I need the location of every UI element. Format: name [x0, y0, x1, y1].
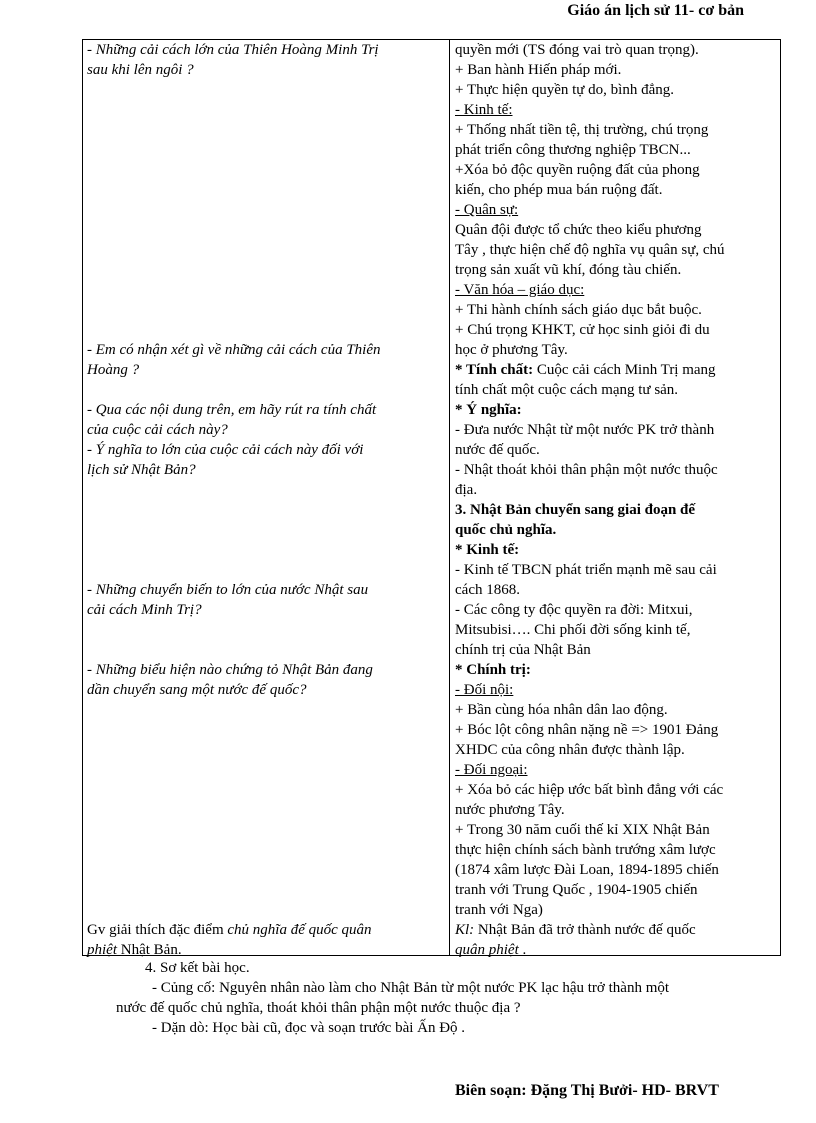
- question-2: - Em có nhận xét gì về những cải cách của Thiên Hoàng ?: [87, 342, 381, 378]
- politics-heading: * Chính trị:: [455, 662, 531, 678]
- conclusion-line: quân phiệt .: [455, 942, 527, 958]
- content-line: địa.: [455, 482, 478, 498]
- summary-review-cont: nước đế quốc chủ nghĩa, thoát khỏi thân phận một nước thuộc địa ?: [116, 1000, 521, 1016]
- content-line: tranh với Nga): [455, 902, 543, 918]
- content-line: +Xóa bỏ độc quyền ruộng đất của phong: [455, 162, 700, 178]
- content-line: trọng sản xuất vũ khí, đóng tàu chiến.: [455, 262, 682, 278]
- foreign-heading: - Đối ngoại:: [455, 762, 528, 778]
- conclusion-line: Kl: Nhật Bản đã trở thành nước đế quốc: [455, 922, 696, 938]
- summary-homework: - Dặn dò: Học bài cũ, đọc và soạn trước bài Ấn Độ .: [152, 1020, 466, 1036]
- content-line: Quân đội được tổ chức theo kiểu phương: [455, 222, 702, 238]
- content-line: XHDC của công nhân được thành lập.: [455, 742, 685, 758]
- question-6: - Những biểu hiện nào chứng tỏ Nhật Bản đang dần chuyển sang một nước đế quốc?: [87, 662, 373, 698]
- summary-heading: 4. Sơ kết bài học.: [145, 960, 250, 976]
- question-4: - Ý nghĩa to lớn của cuộc cải cách này đối với lịch sử Nhật Bản?: [87, 442, 364, 478]
- content-line: + Thống nhất tiền tệ, thị trường, chú trọng: [455, 122, 709, 138]
- section-heading-military: - Quân sự:: [455, 202, 519, 218]
- content-line: - Nhật thoát khỏi thân phận một nước thuộc: [455, 462, 718, 478]
- content-line: cách 1868.: [455, 582, 520, 598]
- content-line: + Xóa bỏ các hiệp ước bất bình đẳng với các: [455, 782, 724, 798]
- content-line: kiến, cho phép mua bán ruộng đất.: [455, 182, 663, 198]
- content-line: - Kinh tế TBCN phát triển mạnh mẽ sau cải: [455, 562, 717, 578]
- content-line: + Bóc lột công nhân nặng nề => 1901 Đảng: [455, 722, 719, 738]
- content-line: + Thực hiện quyền tự do, bình đẳng.: [455, 82, 674, 98]
- content-line: nước phương Tây.: [455, 802, 565, 818]
- author-footer: Biên soạn: Đặng Thị Bưởi- HD- BRVT: [455, 1082, 719, 1099]
- economy-heading: * Kinh tế:: [455, 542, 520, 558]
- content-column: [455, 40, 777, 960]
- section-3-title-cont: quốc chủ nghĩa.: [455, 522, 557, 538]
- content-line: chính trị của Nhật Bản: [455, 642, 591, 658]
- content-line: quyền mới (TS đóng vai trò quan trọng).: [455, 42, 699, 58]
- content-line: Tây , thực hiện chế độ nghĩa vụ quân sự, chú: [455, 242, 725, 258]
- content-line: Mitsubisi…. Chi phối đời sống kinh tế,: [455, 622, 691, 638]
- content-line: * Tính chất: Cuộc cải cách Minh Trị mang: [455, 362, 716, 378]
- content-line: - Đưa nước Nhật từ một nước PK trở thành: [455, 422, 715, 438]
- teacher-note: Gv giải thích đặc điểm chủ nghĩa đế quốc quân phiệt Nhật Bản.: [87, 922, 372, 958]
- content-line: + Thi hành chính sách giáo dục bắt buộc.: [455, 302, 702, 318]
- question-5: - Những chuyển biến to lớn của nước Nhật sau cải cách Minh Trị?: [87, 582, 369, 618]
- nature-label: * Tính chất:: [455, 362, 534, 378]
- content-line: - Các công ty độc quyền ra đời: Mitxui,: [455, 602, 693, 618]
- content-line: học ở phương Tây.: [455, 342, 568, 358]
- section-3-title: 3. Nhật Bản chuyển sang giai đoạn đế: [455, 502, 696, 518]
- question-3: - Qua các nội dung trên, em hãy rút ra tính chất của cuộc cải cách này?: [87, 402, 377, 438]
- summary-review: - Củng cố: Nguyên nhân nào làm cho Nhật Bản từ một nước PK lạc hậu trở thành một: [152, 980, 670, 996]
- section-heading-culture: - Văn hóa – giáo dục:: [455, 282, 585, 298]
- document-header: Giáo án lịch sử 11- cơ bản: [567, 2, 744, 19]
- significance-heading: * Ý nghĩa:: [455, 402, 522, 418]
- content-line: + Trong 30 năm cuối thế kỉ XIX Nhật Bản: [455, 822, 710, 838]
- column-divider: [449, 40, 450, 955]
- content-line: + Bần cùng hóa nhân dân lao động.: [455, 702, 668, 718]
- content-line: tranh với Trung Quốc , 1904-1905 chiến: [455, 882, 698, 898]
- domestic-heading: - Đối nội:: [455, 682, 514, 698]
- content-line: (1874 xâm lược Đài Loan, 1894-1895 chiến: [455, 862, 719, 878]
- content-line: nước đế quốc.: [455, 442, 540, 458]
- content-line: + Chú trọng KHKT, cử học sinh giỏi đi du: [455, 322, 710, 338]
- lesson-table: [82, 39, 781, 956]
- content-line: phát triển công thương nghiệp TBCN...: [455, 142, 691, 158]
- question-1: - Những cải cách lớn của Thiên Hoàng Minh Trị sau khi lên ngôi ?: [87, 42, 379, 78]
- content-line: + Ban hành Hiến pháp mới.: [455, 62, 622, 78]
- content-line: thực hiện chính sách bành trướng xâm lược: [455, 842, 716, 858]
- content-line: tính chất một cuộc cách mạng tư sản.: [455, 382, 679, 398]
- section-heading-economy: - Kinh tế:: [455, 102, 513, 118]
